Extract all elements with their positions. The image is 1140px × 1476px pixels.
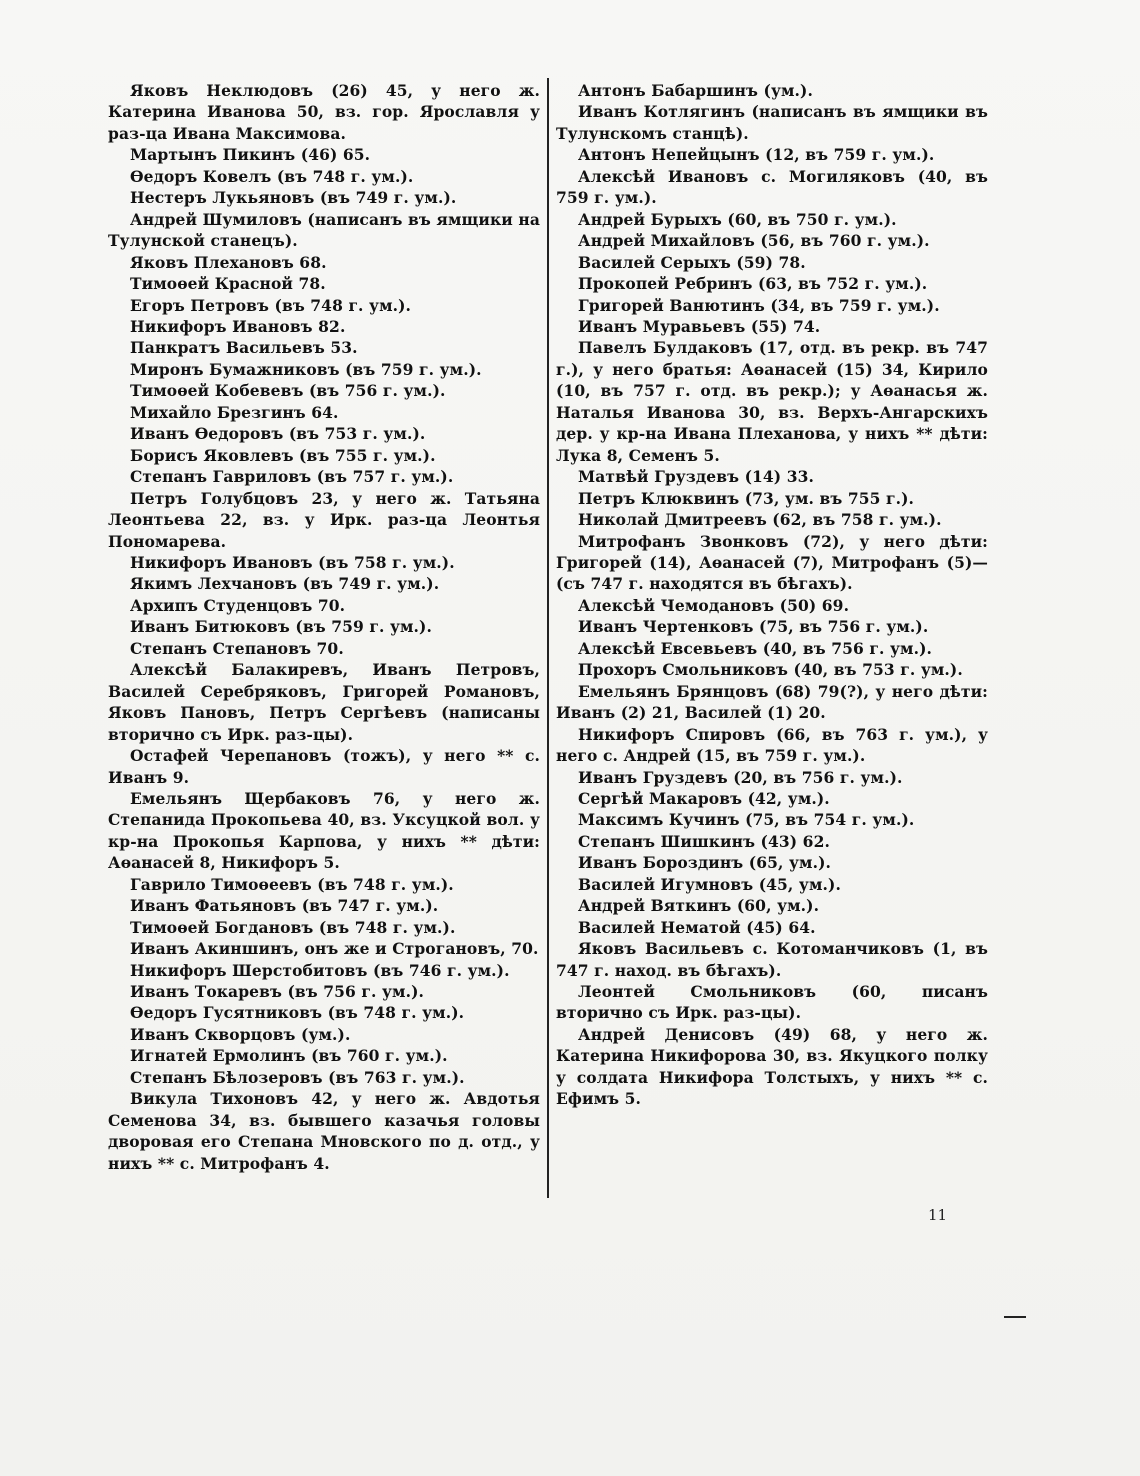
entry: Нестеръ Лукьяновъ (въ 749 г. ум.). — [130, 188, 457, 208]
entry: Леонтей Смольниковъ (60, писанъ вторично съ Ирк. раз-цы). — [556, 982, 988, 1023]
entry: Өедоръ Ковелъ (въ 748 г. ум.). — [130, 166, 414, 186]
entry: Никифоръ Шерстобитовъ (въ 746 г. ум.). — [130, 960, 510, 980]
entry: Алексѣй Чемодановъ (50) 69. — [578, 595, 850, 615]
left-column — [108, 80, 540, 1174]
entry: Иванъ Чертенковъ (75, въ 756 г. ум.). — [578, 617, 929, 637]
entry: Мартынъ Пикинъ (46) 65. — [130, 145, 371, 165]
entry: Степанъ Бѣлозеровъ (въ 763 г. ум.). — [130, 1067, 465, 1087]
entry: Андрей Бурыхъ (60, въ 750 г. ум.). — [578, 209, 897, 229]
entry: Никифоръ Ивановъ 82. — [130, 316, 346, 336]
entry: Иванъ Бороздинъ (65, ум.). — [578, 853, 832, 873]
column-divider — [547, 78, 549, 1198]
entry: Емельянъ Щербаковъ 76, у него ж. Степанида Прокопьева 40, вз. Уксуцкой вол. у кр-на Прокопья Карпова, у нихъ ** дѣти: Аөанасей 8, Никифоръ 5. — [108, 788, 540, 873]
entry: Борисъ Яковлевъ (въ 755 г. ум.). — [130, 445, 436, 465]
entry: Иванъ Акиншинъ, онъ же и Строгановъ, 70. — [130, 939, 539, 959]
entry: Яковъ Неклюдовъ (26) 45, у него ж. Катерина Иванова 50, вз. гор. Ярославля у раз-ца Ивана Максимова. — [108, 81, 540, 143]
entry: Якимъ Лехчановъ (въ 749 г. ум.). — [130, 574, 440, 594]
entry: Митрофанъ Звонковъ (72), у него дѣти: Григорей (14), Аөанасей (7), Митрофанъ (5)—(съ 747 г. находятся въ бѣгахъ). — [556, 531, 988, 594]
entry: Тимоөей Богдановъ (въ 748 г. ум.). — [130, 917, 456, 937]
entry: Миронъ Бумажниковъ (въ 759 г. ум.). — [130, 359, 482, 379]
entry: Андрей Вяткинъ (60, ум.). — [578, 896, 820, 916]
entry: Яковъ Плехановъ 68. — [130, 252, 327, 272]
entry: Емельянъ Брянцовъ (68) 79(?), у него дѣти: Иванъ (2) 21, Василей (1) 20. — [556, 681, 988, 723]
entry: Егоръ Петровъ (въ 748 г. ум.). — [130, 295, 412, 315]
entry: Петръ Голубцовъ 23, у него ж. Татьяна Леонтьева 22, вз. у Ирк. раз-ца Леонтья Пономарева. — [108, 488, 540, 551]
entry: Никифоръ Ивановъ (въ 758 г. ум.). — [130, 552, 455, 572]
entry: Василей Нематой (45) 64. — [578, 917, 816, 937]
page-number: 11 — [928, 1206, 948, 1224]
entry: Степанъ Гавриловъ (въ 757 г. ум.). — [130, 467, 454, 487]
entry: Николай Дмитреевъ (62, въ 758 г. ум.). — [578, 510, 942, 530]
entry: Григорей Ванютинъ (34, въ 759 г. ум.). — [578, 295, 940, 315]
entry: Андрей Денисовъ (49) 68, у него ж. Катерина Никифорова 30, вз. Якуцкого полку у солдата Никифора Толстыхъ, у нихъ ** с. Ефимъ 5. — [556, 1024, 988, 1109]
entry: Иванъ Котлягинъ (написанъ въ ямщики въ Тулунскомъ станцѣ). — [556, 102, 988, 143]
entry: Андрей Шумиловъ (написанъ въ ямщики на Тулунской станецъ). — [108, 209, 540, 251]
entry: Антонъ Непейцынъ (12, въ 759 г. ум.). — [578, 145, 935, 165]
entry: Яковъ Васильевъ с. Котоманчиковъ (1, въ 747 г. наход. въ бѣгахъ). — [556, 939, 988, 980]
entry: Матвѣй Груздевъ (14) 33. — [578, 467, 814, 487]
entry: Архипъ Студенцовъ 70. — [130, 595, 346, 615]
entry: Иванъ Өедоровъ (въ 753 г. ум.). — [130, 424, 426, 444]
entry: Иванъ Скворцовъ (ум.). — [130, 1024, 351, 1044]
entry: Василей Игумновъ (45, ум.). — [578, 874, 841, 894]
entry: Панкратъ Васильевъ 53. — [130, 338, 358, 358]
entry: Степанъ Шишкинъ (43) 62. — [578, 831, 830, 851]
entry: Антонъ Бабаршинъ (ум.). — [578, 81, 813, 100]
entry: Прокопей Ребринъ (63, въ 752 г. ум.). — [578, 274, 928, 294]
entry: Иванъ Муравьевъ (55) 74. — [578, 316, 821, 336]
entry: Иванъ Токаревъ (въ 756 г. ум.). — [130, 982, 424, 1002]
entry: Павелъ Булдаковъ (17, отд. въ рекр. въ 747 г.), у него братья: Аөанасей (15) 34, Кирило (10, въ 757 г. отд. въ рекр.); у Аөанасья ж. Наталья Иванова 30, вз. Верхъ-Ангарскихъ дер. у кр-на Ивана Плеханова, у нихъ ** дѣти: Лука 8, Семенъ 5. — [556, 338, 988, 465]
entry: Степанъ Степановъ 70. — [130, 638, 344, 658]
entry: Петръ Клюквинъ (73, ум. въ 755 г.). — [578, 488, 915, 508]
entry: Михайло Брезгинъ 64. — [130, 402, 339, 422]
entry: Сергѣй Макаровъ (42, ум.). — [578, 788, 830, 808]
entry: Прохоръ Смольниковъ (40, въ 753 г. ум.). — [578, 660, 963, 680]
entry: Гаврило Тимоөеевъ (въ 748 г. ум.). — [130, 874, 454, 894]
entry: Тимоөей Красной 78. — [130, 274, 326, 294]
entry: Никифоръ Спировъ (66, въ 763 г. ум.), у него с. Андрей (15, въ 759 г. ум.). — [556, 724, 988, 766]
entry: Иванъ Фатьяновъ (въ 747 г. ум.). — [130, 896, 439, 916]
entry: Иванъ Груздевъ (20, въ 756 г. ум.). — [578, 767, 903, 787]
right-column — [556, 80, 988, 1110]
entry: Василей Серыхъ (59) 78. — [578, 252, 806, 272]
entry: Алексѣй Евсевьевъ (40, въ 756 г. ум.). — [578, 638, 933, 658]
entry: Викула Тихоновъ 42, у него ж. Авдотья Семенова 34, вз. бывшего казачья головы дворовая его Степана Мновского по д. отд., у нихъ ** с. Митрофанъ 4. — [108, 1089, 540, 1173]
entry: Өедоръ Гусятниковъ (въ 748 г. ум.). — [130, 1003, 465, 1023]
entry: Иванъ Битюковъ (въ 759 г. ум.). — [130, 617, 432, 637]
entry: Алексѣй Балакиревъ, Иванъ Петровъ, Василей Серебряковъ, Григорей Романовъ, Яковъ Пановъ, Петръ Сергѣевъ (написаны вторично съ Ирк. раз-цы). — [108, 660, 540, 744]
edge-mark — [1004, 1316, 1026, 1318]
entry: Максимъ Кучинъ (75, въ 754 г. ум.). — [578, 810, 915, 830]
entry: Алексѣй Ивановъ с. Могиляковъ (40, въ 759 г. ум.). — [556, 166, 988, 208]
entry: Игнатей Ермолинъ (въ 760 г. ум.). — [130, 1046, 448, 1066]
entry: Остафей Черепановъ (тожъ), у него ** с. Иванъ 9. — [108, 746, 540, 787]
entry: Андрей Михайловъ (56, въ 760 г. ум.). — [578, 231, 930, 251]
entry: Тимоөей Кобевевъ (въ 756 г. ум.). — [130, 381, 446, 401]
